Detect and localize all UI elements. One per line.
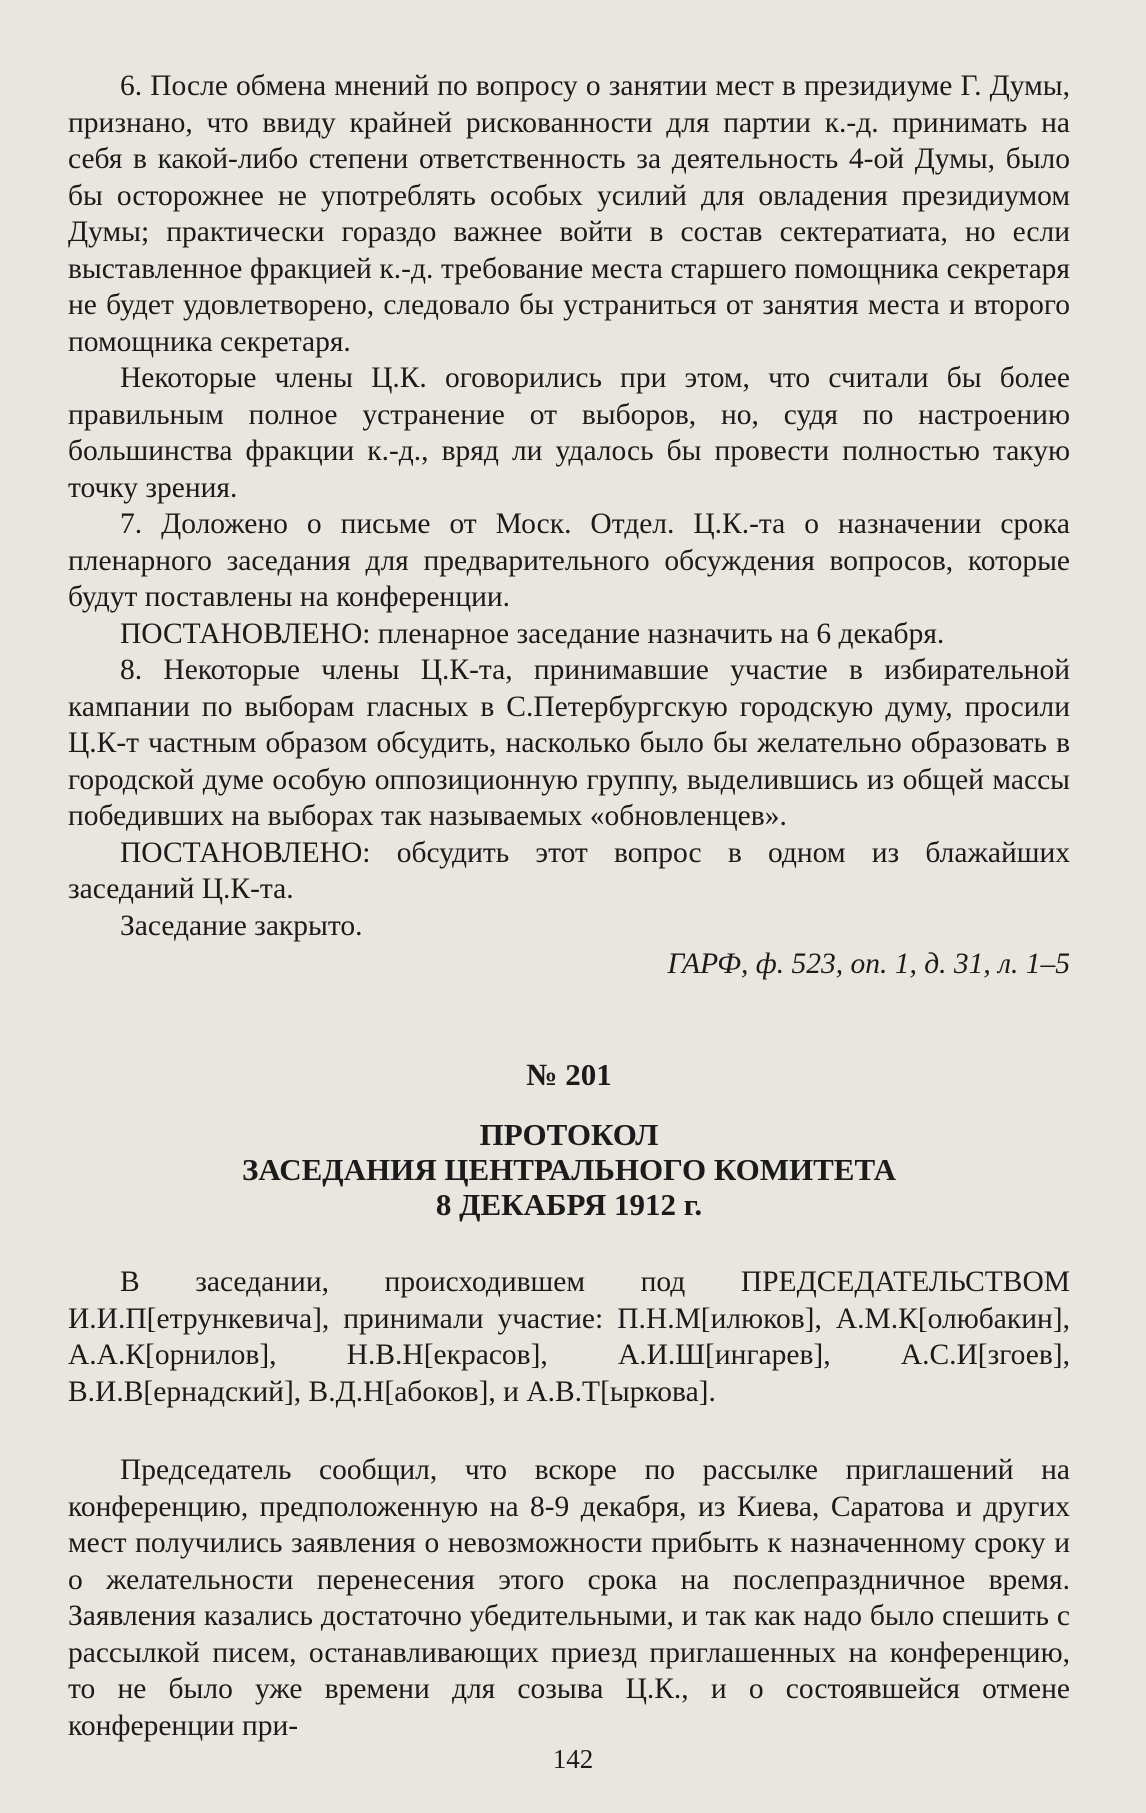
- meeting-closed: Заседание закрыто.: [120, 909, 363, 942]
- paragraph-item-7: 7. Доложено о письме от Моск. Отдел. Ц.К.-та о назначении срока пленарного заседания для предварительного обсуждения вопросов, которые будут поставлены на конференции.: [68, 508, 1070, 613]
- attendance-paragraph: В заседании, происходившем под ПРЕДСЕДАТЕЛЬСТВОМ И.И.П[етрункевича], принимали участие: П.Н.М[илюков], А.М.К[олюбакин], А.А.К[орнилов], Н.В.Н[екрасов], А.И.Ш[ингарев], А.С.И[згоев], В.И.В[ернадский], В.Д.Н[абоков], и А.В.Т[ыркова].: [68, 1266, 1070, 1408]
- title-line-committee: ЗАСЕДАНИЯ ЦЕНТРАЛЬНОГО КОМИТЕТА: [242, 1152, 896, 1187]
- paragraph-item-6-note: Некоторые члены Ц.К. оговорились при этом, что считали бы более правильным полное устранение от выборов, но, судя по настроению большинства фракции к.-д., вряд ли удалось бы провести полностью такую точку зрения.: [68, 362, 1070, 504]
- paragraph-item-6: 6. После обмена мнений по вопросу о занятии мест в президиуме Г. Думы, признано, что ввиду крайней рискованности для партии к.-д. принимать на себя в какой-либо степени ответственность за деятельность 4-ой Думы, было бы осторожнее не употреблять особых усилий для овладения президиумом Думы; практически гораздо важнее войти в состав сектератиата, но если выставленное фракцией к.-д. требование места старшего помощника секретаря не будет удовлетворено, следовало бы устраниться от занятия места и второго помощника секретаря.: [68, 70, 1070, 358]
- archive-source: ГАРФ, ф. 523, оп. 1, д. 31, л. 1–5: [667, 948, 1070, 980]
- title-line-protocol: ПРОТОКОЛ: [479, 1117, 659, 1152]
- page-number: 142: [552, 1744, 594, 1774]
- document-number: № 201: [526, 1056, 612, 1092]
- paragraph-item-8: 8. Некоторые члены Ц.К-та, принимавшие участие в избирательной кампании по выборам гласных в С.Петербургскую городскую думу, просили Ц.К-т частным образом обсудить, насколько было бы желательно образовать в городской думе особую оппозиционную группу, выделившись из общей массы победивших на выборах так называемых «обновленцев».: [68, 654, 1070, 832]
- document-title: [68, 1117, 1070, 1222]
- resolution-item-7: ПОСТАНОВЛЕНО: пленарное заседание назначить на 6 декабря.: [120, 617, 945, 650]
- resolution-item-8: ПОСТАНОВЛЕНО: обсудить этот вопрос в одном из блажайших заседаний Ц.К-та.: [68, 836, 1070, 905]
- title-line-date: 8 ДЕКАБРЯ 1912 г.: [435, 1187, 703, 1222]
- chairman-report: Председатель сообщил, что вскоре по рассылке приглашений на конференцию, предположенную на 8-9 декабря, из Киева, Саратова и других мест получились заявления о невозможности прибыть к назначенному сроку и о желательности перенесения этого срока на послепраздничное время. Заявления казались достаточно убедительными, и так как надо было спешить с рассылкой писем, останавливающих приезд приглашенных на конференцию, то не было уже времени для созыва Ц.К., и о состоявшейся отмене конференции при-: [68, 1454, 1070, 1742]
- document-page: [68, 68, 1070, 1744]
